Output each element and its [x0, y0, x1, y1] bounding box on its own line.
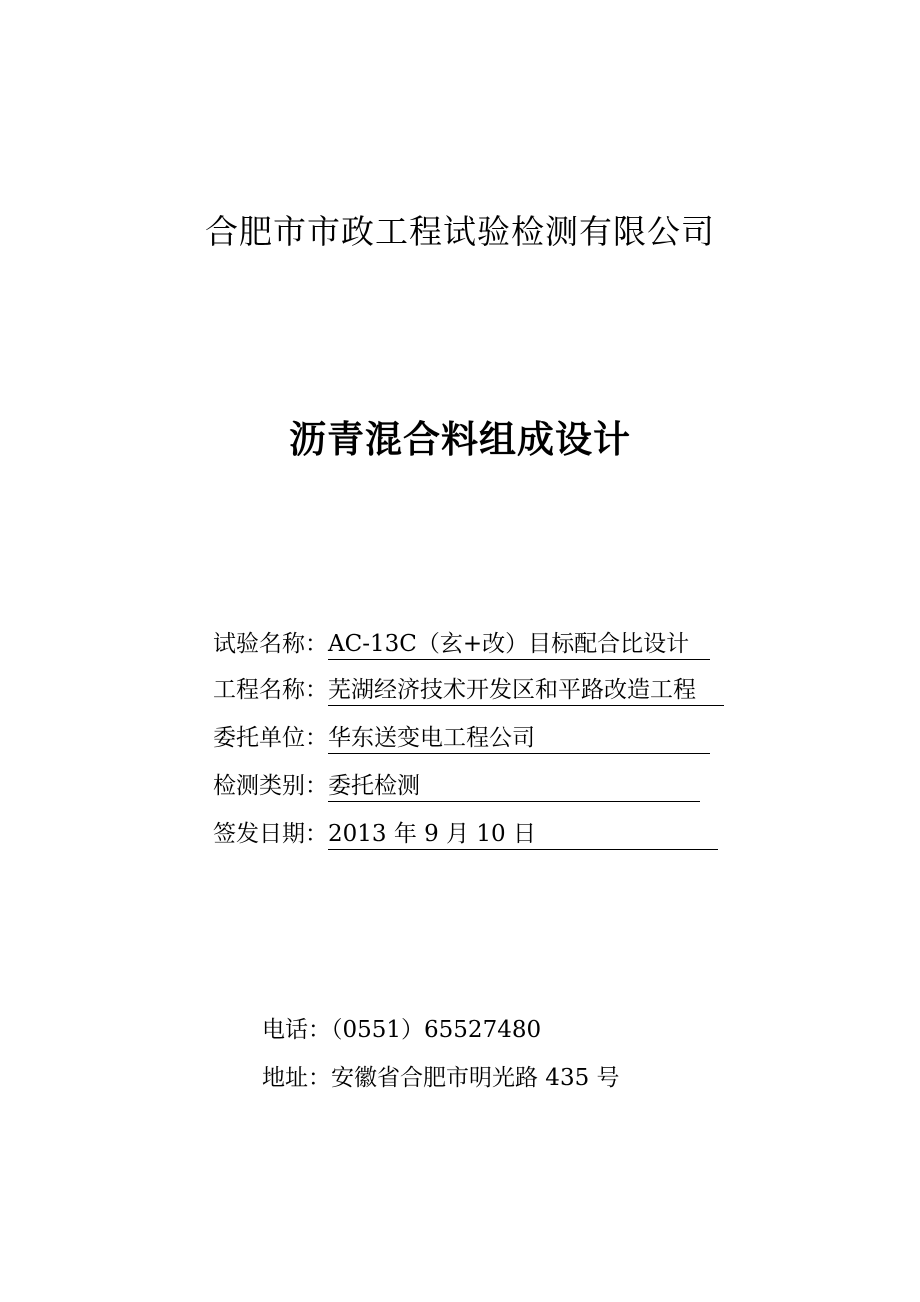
phone-value: （0551）65527480: [331, 1017, 542, 1043]
field-label: 签发日期：: [213, 821, 328, 847]
document-title: 沥青混合料组成设计: [289, 417, 631, 461]
field-value: 2013 年 9 月 10 日: [328, 819, 718, 850]
field-project-name: [213, 672, 724, 708]
field-value: 华东送变电工程公司: [328, 723, 710, 754]
address-label: 地址：: [262, 1065, 331, 1091]
phone-label: 电话：: [262, 1017, 331, 1043]
contact-phone: [262, 1012, 541, 1048]
field-issue-date: [213, 816, 718, 852]
field-label: 试验名称：: [213, 631, 328, 657]
field-client: [213, 720, 710, 756]
field-test-type: [213, 768, 700, 804]
field-value: AC-13C（玄+改）目标配合比设计: [328, 629, 710, 660]
field-label: 工程名称：: [213, 677, 328, 703]
company-name: 合肥市市政工程试验检测有限公司: [205, 212, 715, 251]
contact-address: [262, 1060, 620, 1096]
field-value: 委托检测: [328, 771, 700, 802]
address-value: 安徽省合肥市明光路 435 号: [331, 1065, 620, 1091]
field-label: 检测类别：: [213, 773, 328, 799]
field-value: 芜湖经济技术开发区和平路改造工程: [328, 675, 724, 706]
field-test-name: [213, 626, 710, 662]
field-label: 委托单位：: [213, 725, 328, 751]
